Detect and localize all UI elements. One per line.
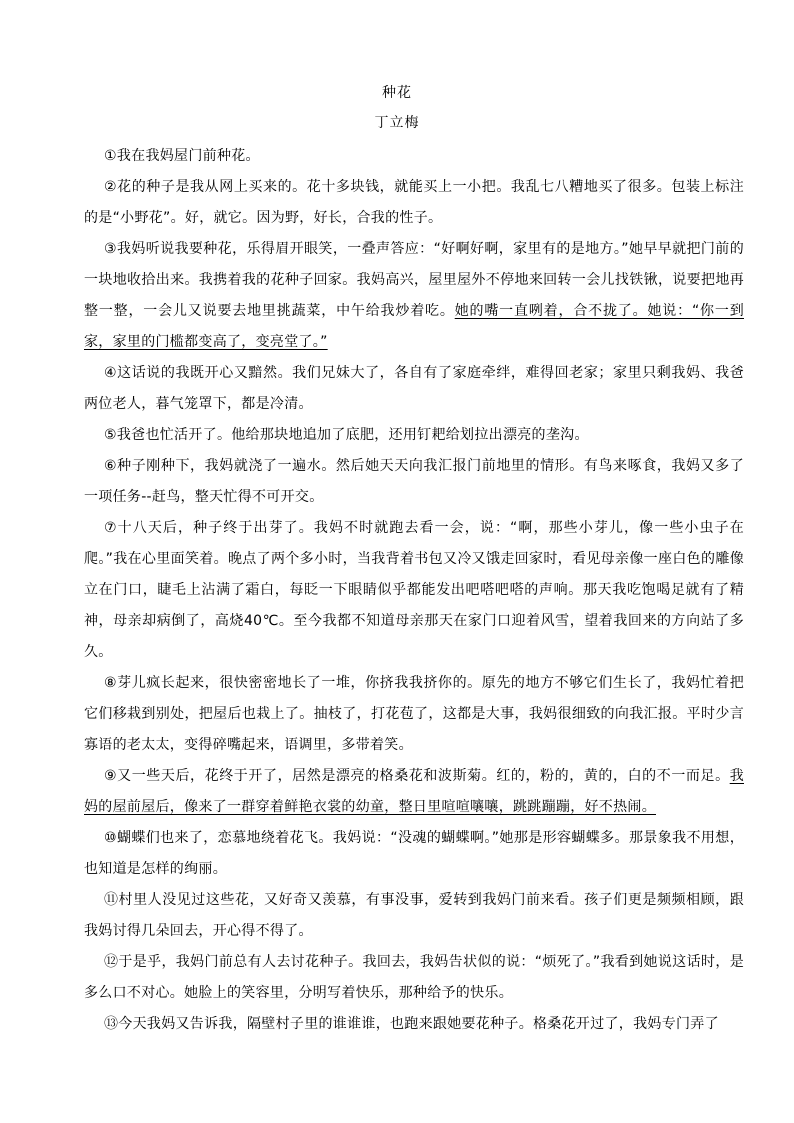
paragraph-text: ⑥种子刚种下，我妈就浇了一遍水。然后她天天向我汇报门前地里的情形。有鸟来啄食，我妈又多了一项任务--赶鸟，整天忙得不可开交。 [84, 458, 744, 505]
paragraph-5 [84, 420, 744, 451]
paragraph-3 [84, 234, 744, 358]
paragraph-text: ⑪村里人没见过这些花，又好奇又羡慕，有事没事，爱转到我妈门前来看。孩子们更是频频相顾，跟我妈讨得几朵回去，开心得不得了。 [84, 892, 744, 939]
article-author: 丁立梅 [374, 115, 420, 131]
paragraph-4 [84, 358, 744, 420]
paragraph-13 [84, 1009, 744, 1040]
paragraph-2 [84, 172, 744, 234]
paragraph-8 [84, 668, 744, 761]
paragraph-9 [84, 761, 744, 823]
article-body [84, 141, 744, 1040]
paragraph-text: ①我在我妈屋门前种花。 [104, 148, 260, 164]
paragraph-6 [84, 451, 744, 513]
paragraph-10 [84, 823, 744, 885]
paragraph-text: ③我妈听说我要种花，乐得眉开眼笑，一叠声答应：“好啊好啊，家里有的是地方。”她早早就把门前的一块地收拾出来。我携着我的花种子回家。我妈高兴，屋里屋外不停地来回转一会儿找铁锹，说要把地再整一整，一会儿又说要去地里挑蔬菜，中午给我炒着吃。 [84, 241, 744, 319]
paragraph-text: ⑤我爸也忙活开了。他给那块地追加了底肥，还用钉耙给划拉出漂亮的垄沟。 [104, 427, 589, 443]
underlined-sentence: 我妈的屋前屋后，像来了一群穿着鲜艳衣裳的幼童，整日里喧喧嚷嚷，跳跳蹦蹦，好不热闹。 [84, 768, 744, 815]
paragraph-text: ②花的种子是我从网上买来的。花十多块钱，就能买上一小把。我乱七八糟地买了很多。包装上标注的是“小野花”。好，就它。因为野，好长，合我的性子。 [84, 179, 744, 226]
paragraph-1 [84, 141, 744, 172]
article-title: 种花 [382, 85, 412, 101]
paragraph-11 [84, 885, 744, 947]
paragraph-text: ④这话说的我既开心又黯然。我们兄妹大了，各自有了家庭牵绊，难得回老家；家里只剩我妈、我爸两位老人，暮气笼罩下，都是冷清。 [84, 365, 744, 412]
paragraph-text: ⑫于是乎，我妈门前总有人去讨花种子。我回去，我妈告状似的说：“烦死了。”我看到她说这话时，是多么口不对心。她脸上的笑容里，分明写着快乐，那种给予的快乐。 [84, 954, 744, 1001]
paragraph-text: ⑬今天我妈又告诉我，隔壁村子里的谁谁谁，也跑来跟她要花种子。格桑花开过了，我妈专门弄了 [104, 1016, 719, 1032]
underlined-sentence: 她的嘴一直咧着，合不拢了。她说：“你一到家，家里的门槛都变高了，变亮堂了。” [84, 303, 744, 350]
paragraph-text: ⑦十八天后，种子终于出芽了。我妈不时就跑去看一会，说：“啊，那些小芽儿，像一些小虫子在爬。”我在心里面笑着。晚点了两个多小时，当我背着书包又冷又饿走回家时，看见母亲像一座白色的雕像立在门口，睫毛上沾满了霜白，每眨一下眼睛似乎都能发出吧嗒吧嗒的声响。那天我吃饱喝足就有了精神，母亲却病倒了，高烧40℃。至今我都不知道母亲那天在家门口迎着风雪，望着我回来的方向站了多久。 [84, 520, 744, 660]
paragraph-text: ⑨又一些天后，花终于开了，居然是漂亮的格桑花和波斯菊。红的，粉的，黄的，白的不一而足。 [104, 768, 730, 784]
paragraph-12 [84, 947, 744, 1009]
paragraph-text: ⑧芽儿疯长起来，很快密密地长了一堆，你挤我我挤你的。原先的地方不够它们生长了，我妈忙着把它们移栽到别处，把屋后也栽上了。抽枝了，打花苞了，这都是大事，我妈很细致的向我汇报。平时少言寡语的老太太，变得碎嘴起来，语调里，多带着笑。 [84, 675, 744, 753]
paragraph-7 [84, 513, 744, 668]
paragraph-text: ⑩蝴蝶们也来了，恋慕地绕着花飞。我妈说：“没魂的蝴蝶啊。”她那是形容蝴蝶多。那景象我不用想，也知道是怎样的绚丽。 [84, 830, 744, 877]
